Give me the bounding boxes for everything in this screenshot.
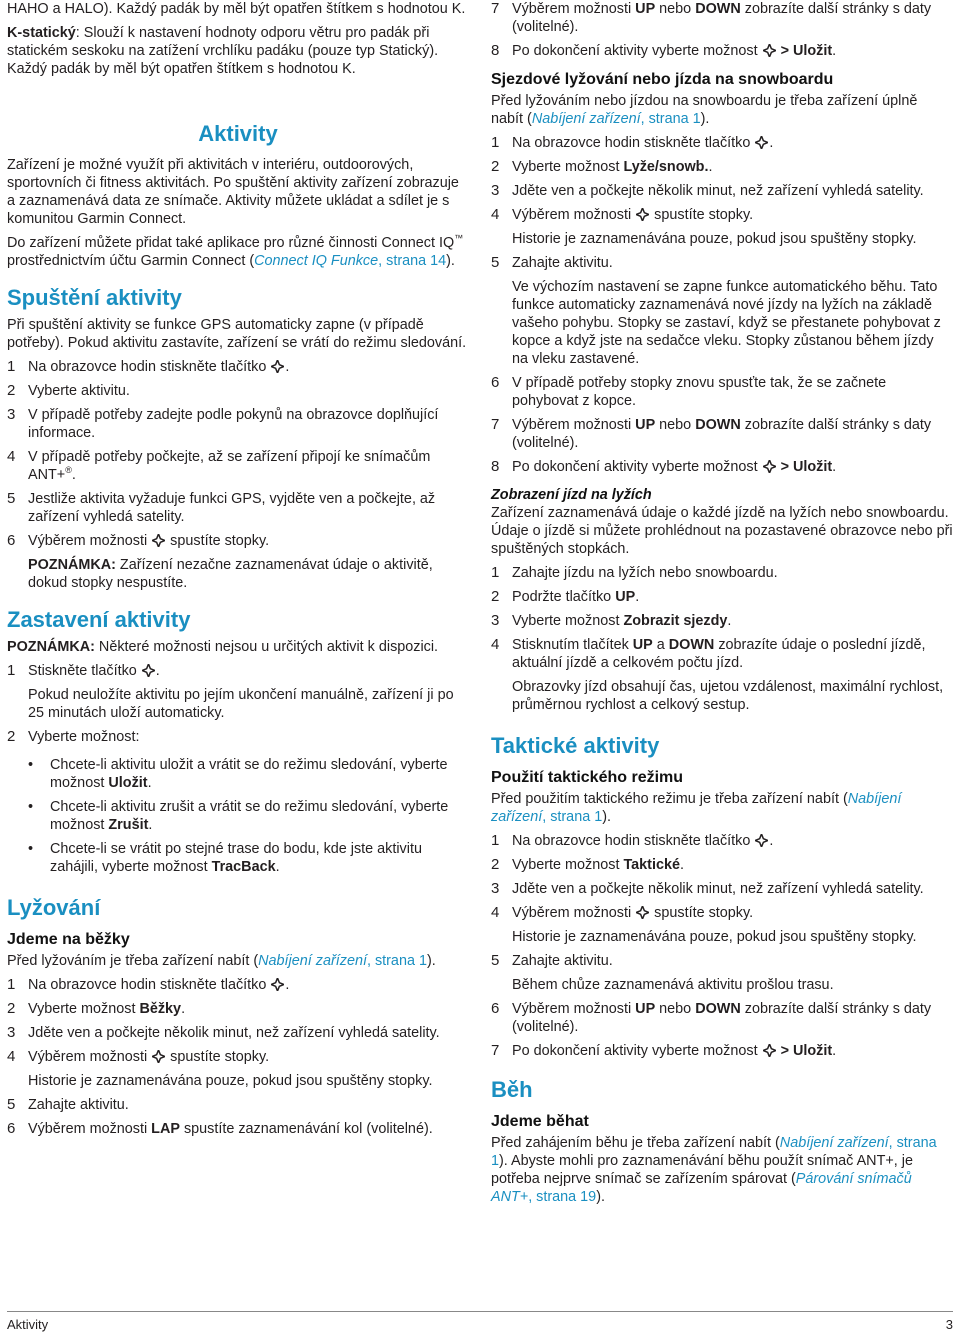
start-button-icon [636,906,649,919]
start-button-icon [763,1044,776,1057]
link-connect-iq[interactable]: Connect IQ Funkce [254,253,379,269]
step: 5 Zahajte aktivitu. [7,1096,129,1113]
step: 7 Výběrem možnosti UP nebo DOWN zobrazíte další stránky s daty (volitelné). [491,416,932,451]
paragraph: Pokud neuložíte aktivitu po jejím ukončení manuálně, zařízení ji po 25 minutách uloží automaticky. [28,687,454,721]
paragraph: Obrazovky jízd obsahují čas, ujetou vzdálenost, maximální rychlost, průměrnou rychlost a celkový sestup. [512,679,944,713]
paragraph: HAHO a HALO). Každý padák by měl být opatřen štítkem s hodnotou K. [7,1,466,17]
step: 1 Na obrazovce hodin stiskněte tlačítko . [491,832,774,849]
paragraph: Zařízení zaznamenává údaje o každé jízdě na lyžích nebo snowboardu. Údaje o jízdě si můžete prohlédnout na pozastavené obrazovce nebo při spuštěných stopkách. [491,505,953,557]
beh-subtitle: Jdeme běhat [491,1113,589,1130]
start-button-icon [142,664,155,677]
step: 1 Zahajte jízdu na lyžích nebo snowboardu. [491,564,778,581]
snow-title: Sjezdové lyžování nebo jízda na snowboardu [491,71,834,88]
start-button-icon [152,534,165,547]
paragraph-kstatic: K-statický: Slouží k nastavení hodnoty odporu větru pro padák při statickém seskoku na zatížení vrchlíku padáku (pouze typ Statický). Každý padák by měl být opatřen štítkem s hodnotou K. [7,25,439,77]
link-nabijeni[interactable]: Nabíjení zařízení [491,791,902,825]
start-button-icon [755,136,768,149]
step: 2 Vyberte aktivitu. [7,382,130,399]
paragraph: Historie je zaznamenávána pouze, pokud jsou spuštěny stopky. [512,929,917,945]
step: 1 Na obrazovce hodin stiskněte tlačítko . [7,976,290,993]
step: 3 Jděte ven a počkejte několik minut, než zařízení vyhledá satelity. [491,880,924,897]
step: 4 Výběrem možnosti spustíte stopky. [491,206,754,223]
takticke-title: Taktické aktivity [491,733,660,758]
step: 3 V případě potřeby zadejte podle pokynů na obrazovce doplňující informace. [7,406,439,441]
step: 4 V případě potřeby počkejte, až se zařízení připojí ke snímačům ANT+®. [7,448,431,483]
step: 4 Stisknutím tlačítek UP a DOWN zobrazíte údaje o poslední jízdě, aktuální jízdě a celkovém počtu jízd. [491,636,926,671]
paragraph: Zařízení je možné využít při aktivitách v interiéru, outdoorových, sportovních či fitness aktivitách. Po spuštění aktivity zařízení zobrazuje a zaznamenává data ze snímače. Aktivity můžete ukládat a sdílet je s komunitou Garmin Connect. [7,157,459,227]
start-button-icon [763,460,776,473]
step: 7 Výběrem možnosti UP nebo DOWN zobrazíte další stránky s daty (volitelné). [491,0,932,35]
step: 6 Výběrem možnosti UP nebo DOWN zobrazíte další stránky s daty (volitelné). [491,1000,932,1035]
step: 1 Stiskněte tlačítko . [7,662,160,679]
left-column [7,0,469,1138]
right-column [491,0,953,1206]
zastaveni-title: Zastavení aktivity [7,607,191,632]
step: 3 Jděte ven a počkejte několik minut, než zařízení vyhledá satelity. [491,182,924,199]
step: 8 Po dokončení aktivity vyberte možnost > Uložit. [491,458,837,475]
step: 7 Po dokončení aktivity vyberte možnost > Uložit. [491,1042,837,1059]
note: POZNÁMKA: Některé možnosti nejsou u určitých aktivit k dispozici. [7,639,439,655]
spusteni-title: Spuštění aktivity [7,285,182,310]
paragraph: Historie je zaznamenávána pouze, pokud jsou spuštěny stopky. [512,231,917,247]
link-parovani[interactable]: Párování snímačů ANT+ [491,1171,912,1205]
step: 1 Na obrazovce hodin stiskněte tlačítko . [7,358,290,375]
paragraph: Do zařízení můžete přidat také aplikace pro různé činnosti Connect IQ™ prostřednictvím účtu Garmin Connect (Connect IQ Funkce, strana 14). [7,233,464,269]
step: 2 Vyberte možnost Běžky. [7,1000,186,1017]
paragraph: Před lyžováním nebo jízdou na snowboardu je třeba zařízení úplně nabít (Nabíjení zařízení, strana 1). [491,93,918,127]
step: 5 Zahajte aktivitu. [491,254,613,271]
note: POZNÁMKA: Zařízení nezačne zaznamenávat údaje o aktivitě, dokud stopky nespustíte. [28,557,433,591]
paragraph: Při spuštění aktivity se funkce GPS automaticky zapne (v případě potřeby). Pokud aktivitu zastavíte, zařízení se vrátí do režimu sledování. [7,317,467,351]
paragraph: Během chůze zaznamenává aktivitu prošlou trasu. [512,977,834,993]
step: 4 Výběrem možnosti spustíte stopky. [7,1048,270,1065]
takticke-subtitle: Použití taktického režimu [491,769,684,786]
step: 8 Po dokončení aktivity vyberte možnost > Uložit. [491,42,837,59]
paragraph: Historie je zaznamenávána pouze, pokud jsou spuštěny stopky. [28,1073,433,1089]
start-button-icon [755,834,768,847]
start-button-icon [763,44,776,57]
step: 3 Jděte ven a počkejte několik minut, než zařízení vyhledá satelity. [7,1024,440,1041]
paragraph: Ve výchozím nastavení se zapne funkce automatického běhu. Tato funkce automaticky zaznamenává nové jízdy na lyžích na základě vašeho pohybu. Stopky se zastaví, když se přestanete pohybovat z kopce a když jste na sedačce vleku. Stopky zůstanou během jízdy na vleku zastavené. [512,279,941,367]
start-button-icon [152,1050,165,1063]
step: 2 Podržte tlačítko UP. [491,588,640,605]
step: 6 Výběrem možnosti LAP spustíte zaznamenávání kol (volitelné). [7,1120,433,1137]
step: 2 Vyberte možnost Lyže/snowb.. [491,158,713,175]
lyzovani-title: Lyžování [7,895,101,920]
step: 6 V případě potřeby stopky znovu spusťte tak, že se začnete pohybovat z kopce. [491,374,887,409]
list-item: • Chcete-li aktivitu zrušit a vrátit se do režimu sledování, vyberte možnost Zrušit. [28,799,449,833]
list-item: • Chcete-li aktivitu uložit a vrátit se do režimu sledování, vyberte možnost Uložit. [28,757,448,791]
paragraph: Před lyžováním je třeba zařízení nabít (Nabíjení zařízení, strana 1). [7,953,436,969]
step: 6 Výběrem možnosti spustíte stopky. [7,532,270,549]
list-item: • Chcete-li se vrátit po stejné trase do bodu, kde jste aktivitu zahájili, vyberte možnost TracBack. [28,841,422,875]
beh-title: Běh [491,1077,533,1102]
step: 3 Vyberte možnost Zobrazit sjezdy. [491,612,732,629]
aktivity-title: Aktivity [198,121,278,146]
start-button-icon [271,978,284,991]
page-number: 3 [945,1317,953,1332]
paragraph: Před použitím taktického režimu je třeba zařízení nabít (Nabíjení zařízení, strana 1). [491,791,902,825]
paragraph: Před zahájením běhu je třeba zařízení nabít (Nabíjení zařízení, strana 1). Abyste mohli pro zaznamenávání běhu použít snímač ANT+, je potřeba nejprve snímač se zařízením spárovat (Párování snímačů ANT+, strana 19). [491,1135,937,1205]
step: 2 Vyberte možnost: [7,728,140,745]
step: 1 Na obrazovce hodin stiskněte tlačítko . [491,134,774,151]
link-nabijeni[interactable]: Nabíjení zařízení [531,111,641,127]
start-button-icon [271,360,284,373]
link-nabijeni[interactable]: Nabíjení zařízení [258,953,367,969]
link-nabijeni[interactable]: Nabíjení zařízení [779,1135,889,1151]
step: 5 Zahajte aktivitu. [491,952,613,969]
step: 2 Vyberte možnost Taktické. [491,856,684,873]
step: 4 Výběrem možnosti spustíte stopky. [491,904,754,921]
footer-section: Aktivity [7,1317,49,1332]
step: 5 Jestliže aktivita vyžaduje funkci GPS, vyjděte ven a počkejte, až zařízení vyhledá satelity. [7,490,436,525]
zobrazeni-title: Zobrazení jízd na lyžích [491,487,652,503]
bezky-title: Jdeme na běžky [7,931,130,948]
start-button-icon [636,208,649,221]
page-footer [7,1311,953,1334]
